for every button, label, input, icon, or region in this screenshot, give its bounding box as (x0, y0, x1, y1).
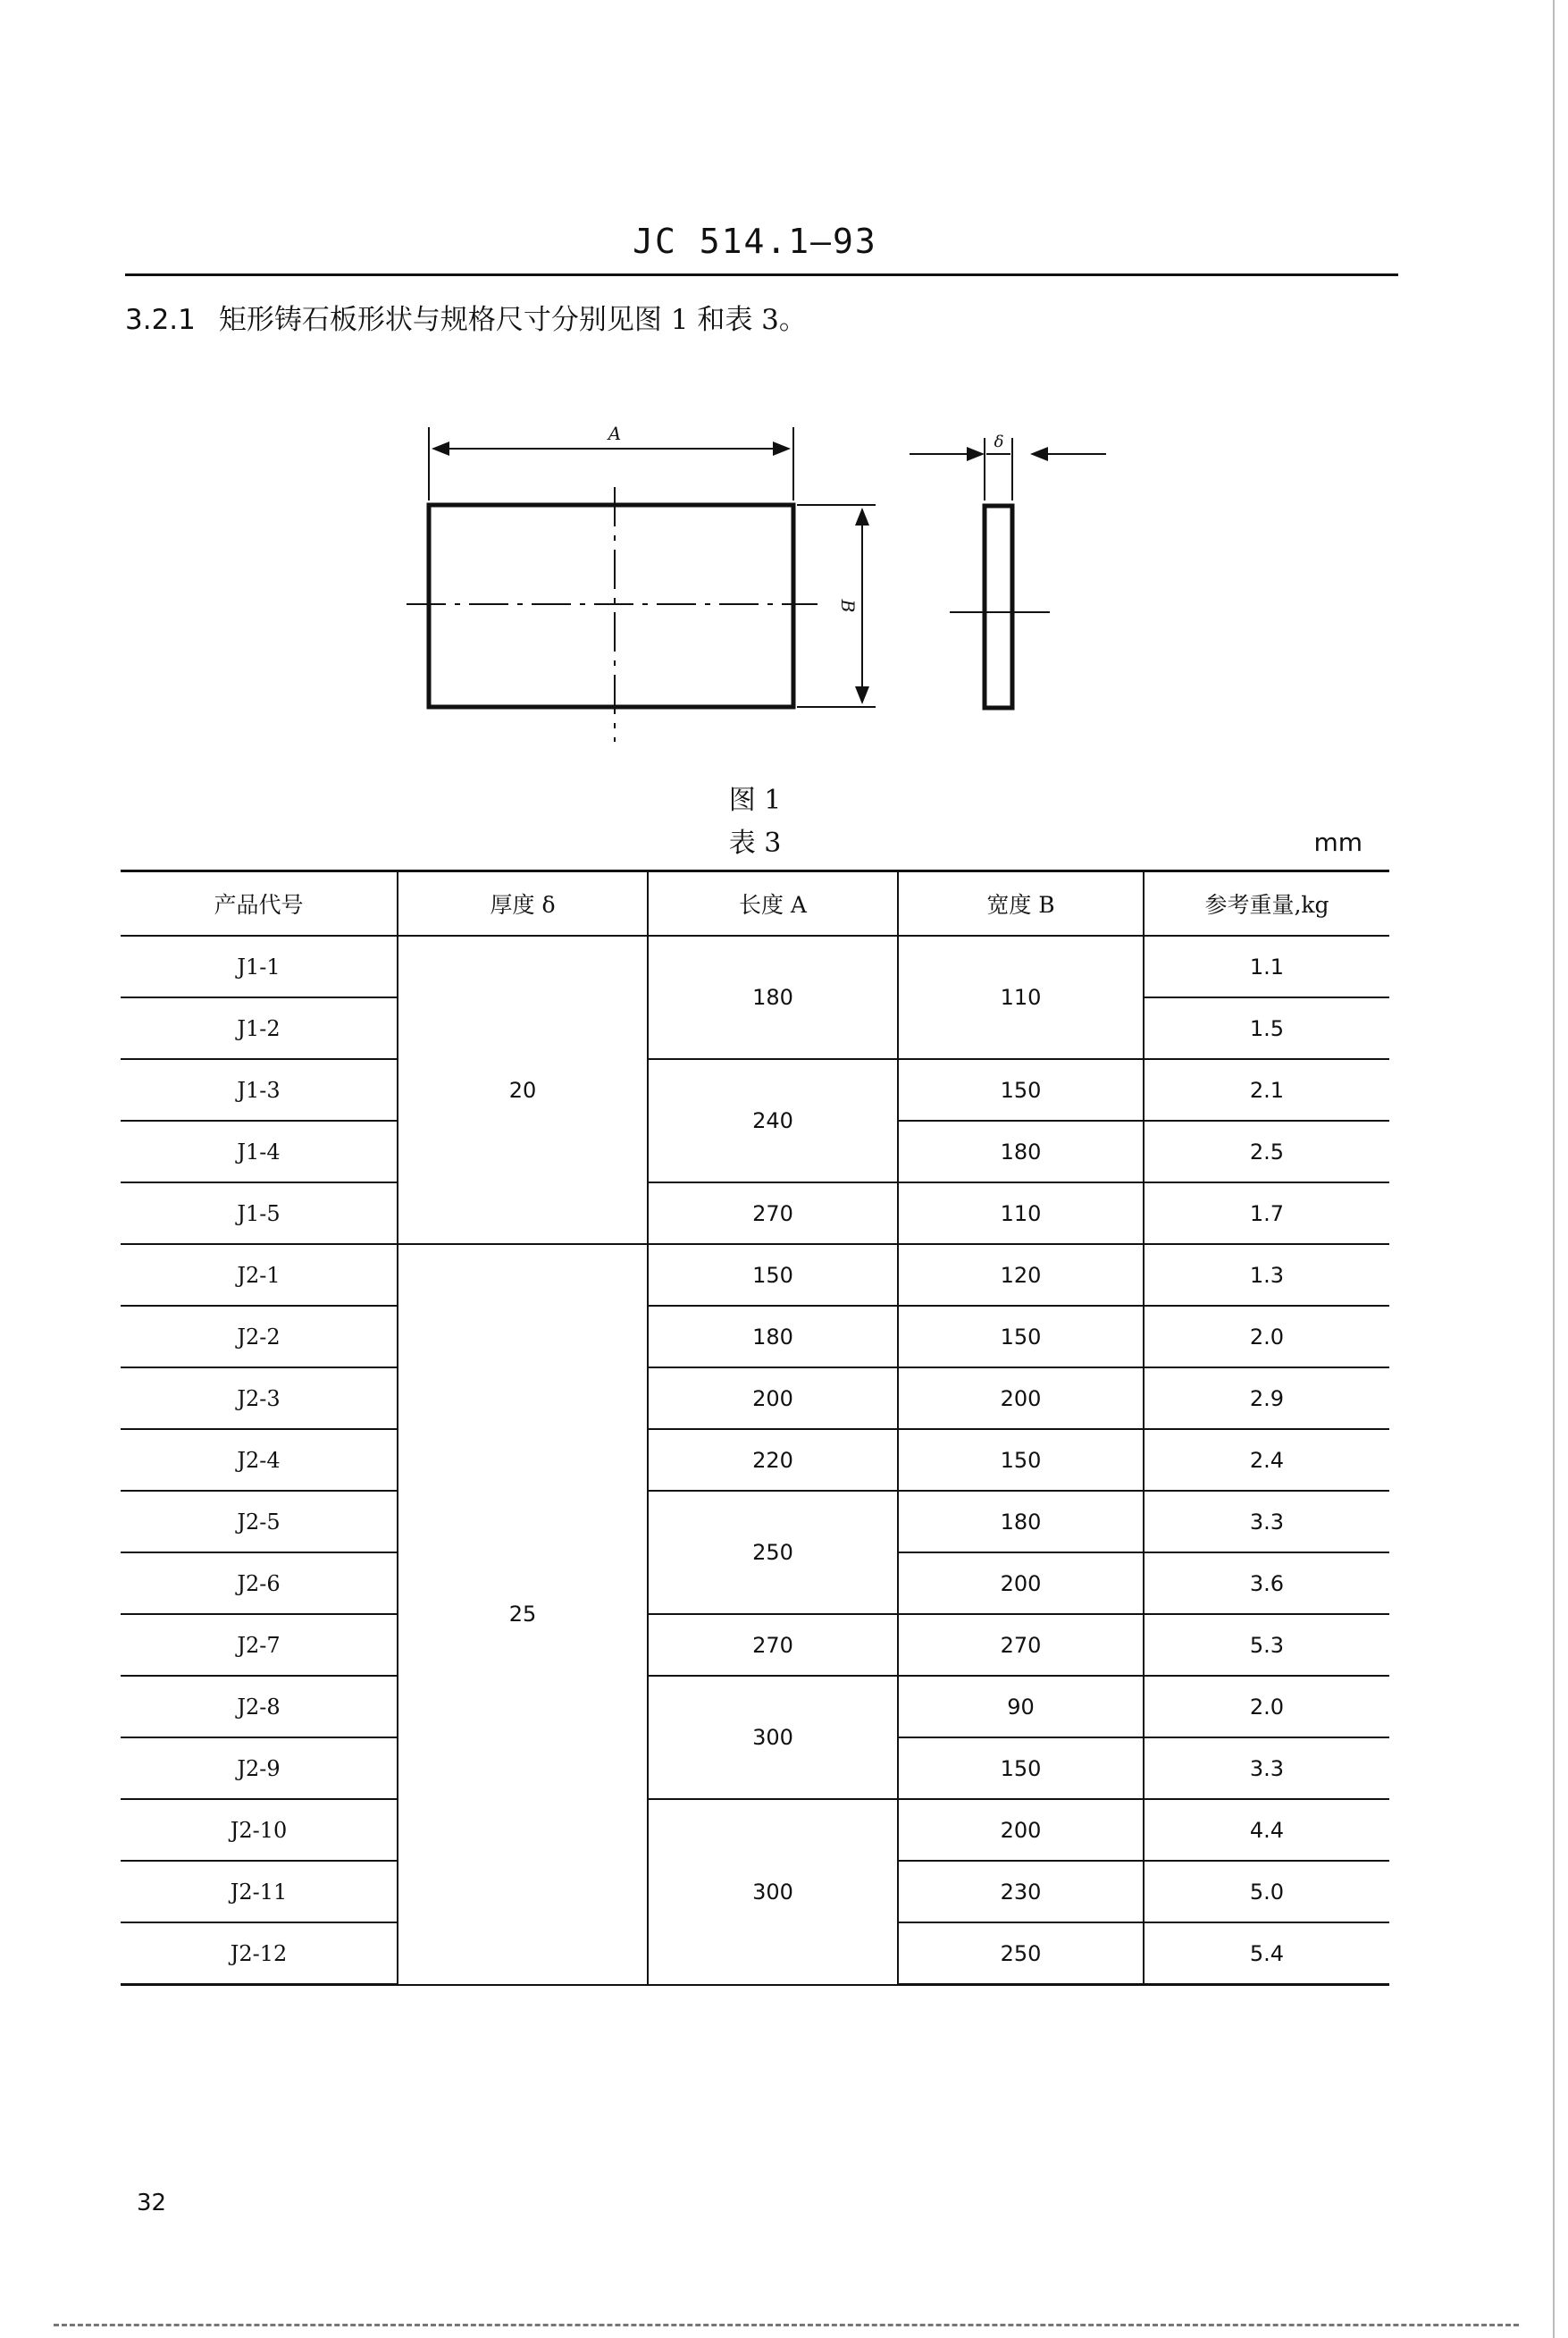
page-header-doc-code: JC 514.1—93 (633, 222, 877, 261)
header-weight: 参考重量,kg (1144, 871, 1389, 937)
cell-code: J1-1 (121, 936, 398, 997)
table-row (121, 1799, 1389, 1861)
table-row (121, 1491, 1389, 1552)
cell-weight: 4.4 (1144, 1799, 1389, 1861)
dimension-label-b: B (837, 599, 859, 613)
cell-weight: 1.3 (1144, 1244, 1389, 1306)
cell-weight: 3.6 (1144, 1552, 1389, 1614)
cell-width: 150 (898, 1429, 1144, 1491)
table-row (121, 1306, 1389, 1367)
cell-code: J2-7 (121, 1614, 398, 1676)
cell-width: 230 (898, 1861, 1144, 1922)
cell-weight: 2.5 (1144, 1121, 1389, 1182)
cell-length: 150 (648, 1244, 898, 1306)
section-text: 矩形铸石板形状与规格尺寸分别见图 1 和表 3。 (218, 304, 807, 336)
cell-width: 200 (898, 1367, 1144, 1429)
header-width: 宽度 B (898, 871, 1144, 937)
cell-weight: 2.0 (1144, 1676, 1389, 1737)
page-edge-line (1553, 0, 1555, 2338)
cell-weight: 2.9 (1144, 1367, 1389, 1429)
cell-weight: 5.3 (1144, 1614, 1389, 1676)
cell-thickness: 20 (398, 936, 648, 1244)
cell-width: 180 (898, 1491, 1144, 1552)
table-row (121, 1676, 1389, 1737)
cell-width: 150 (898, 1306, 1144, 1367)
cell-length: 240 (648, 1059, 898, 1182)
figure-plate-drawing (0, 0, 1568, 769)
cell-code: J2-5 (121, 1491, 398, 1552)
cell-length: 270 (648, 1182, 898, 1244)
table-row (121, 1182, 1389, 1244)
side-view (910, 438, 1106, 708)
cell-width: 110 (898, 936, 1144, 1059)
cell-code: J2-10 (121, 1799, 398, 1861)
table-row (121, 1367, 1389, 1429)
cell-weight: 1.1 (1144, 936, 1389, 997)
section-number: 3.2.1 (125, 304, 196, 336)
cell-width: 200 (898, 1799, 1144, 1861)
cell-weight: 5.0 (1144, 1861, 1389, 1922)
table-row (121, 1429, 1389, 1491)
cell-weight: 2.4 (1144, 1429, 1389, 1491)
cell-width: 150 (898, 1059, 1144, 1121)
cell-width: 200 (898, 1552, 1144, 1614)
cell-length: 220 (648, 1429, 898, 1491)
table-unit: mm (1313, 828, 1363, 857)
table-row (121, 1059, 1389, 1121)
cell-width: 120 (898, 1244, 1144, 1306)
dimension-label-delta: δ (994, 433, 1004, 451)
cell-code: J2-1 (121, 1244, 398, 1306)
cell-code: J2-12 (121, 1922, 398, 1985)
cell-code: J2-9 (121, 1737, 398, 1799)
table-row (121, 1244, 1389, 1306)
front-view (407, 427, 876, 742)
cell-length: 300 (648, 1676, 898, 1799)
cell-length: 300 (648, 1799, 898, 1985)
cell-weight: 3.3 (1144, 1737, 1389, 1799)
cell-code: J2-3 (121, 1367, 398, 1429)
header-length: 长度 A (648, 871, 898, 937)
cell-code: J1-3 (121, 1059, 398, 1121)
cell-code: J1-4 (121, 1121, 398, 1182)
table-caption: 表 3 (728, 828, 782, 859)
cell-code: J2-6 (121, 1552, 398, 1614)
table-row (121, 936, 1389, 997)
header-thickness: 厚度 δ (398, 871, 648, 937)
cell-width: 110 (898, 1182, 1144, 1244)
cell-code: J1-2 (121, 997, 398, 1059)
cell-thickness: 25 (398, 1244, 648, 1985)
table-header-row (121, 871, 1389, 937)
cell-weight: 2.1 (1144, 1059, 1389, 1121)
cell-weight: 1.7 (1144, 1182, 1389, 1244)
dimension-label-a: A (608, 423, 622, 444)
cell-length: 200 (648, 1367, 898, 1429)
cell-width: 90 (898, 1676, 1144, 1737)
cell-code: J2-11 (121, 1861, 398, 1922)
cell-length: 180 (648, 936, 898, 1059)
cell-weight: 1.5 (1144, 997, 1389, 1059)
cell-weight: 3.3 (1144, 1491, 1389, 1552)
cell-length: 250 (648, 1491, 898, 1614)
page-number: 32 (137, 2190, 167, 2216)
cell-width: 250 (898, 1922, 1144, 1985)
cell-length: 180 (648, 1306, 898, 1367)
figure-caption: 图 1 (728, 785, 782, 816)
bottom-dashed-rule (54, 2324, 1519, 2326)
cell-weight: 2.0 (1144, 1306, 1389, 1367)
cell-length: 270 (648, 1614, 898, 1676)
cell-weight: 5.4 (1144, 1922, 1389, 1985)
cell-width: 150 (898, 1737, 1144, 1799)
cell-code: J1-5 (121, 1182, 398, 1244)
cell-width: 270 (898, 1614, 1144, 1676)
cell-code: J2-2 (121, 1306, 398, 1367)
spec-table (121, 870, 1389, 1986)
cell-code: J2-8 (121, 1676, 398, 1737)
cell-width: 180 (898, 1121, 1144, 1182)
header-code: 产品代号 (121, 871, 398, 937)
table-row (121, 1614, 1389, 1676)
cell-code: J2-4 (121, 1429, 398, 1491)
